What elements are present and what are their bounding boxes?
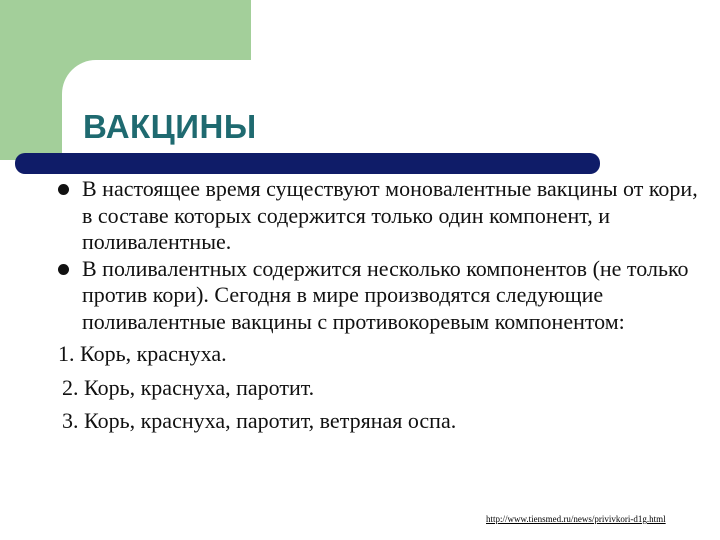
slide-title: ВАКЦИНЫ (83, 108, 257, 145)
bullet-text: В настоящее время существуют моновалентные вакцины от кори, в составе которых содержится только один компонент, и поливалентные. (82, 176, 698, 254)
bullet-dot-icon (58, 184, 69, 195)
numbered-item: 1. Корь, краснуха. (58, 341, 227, 366)
numbered-item: 3. Корь, краснуха, паротит, ветряная оспа. (62, 408, 457, 433)
title-underline-bar (15, 153, 600, 174)
slide-body (0, 176, 720, 435)
bullet-text: В поливалентных содержится несколько компонентов (не только против кори). Сегодня в мире производятся следующие поливалентные вакцины с противокоревым компонентом: (82, 255, 689, 334)
bullet-dot-icon (58, 264, 69, 275)
bullet-item (0, 176, 720, 256)
numbered-item: 2. Корь, краснуха, паротит. (62, 374, 315, 400)
bullet-item (0, 256, 720, 336)
source-link[interactable]: http://www.tiensmed.ru/news/privivkori-d1g.html (486, 514, 666, 524)
